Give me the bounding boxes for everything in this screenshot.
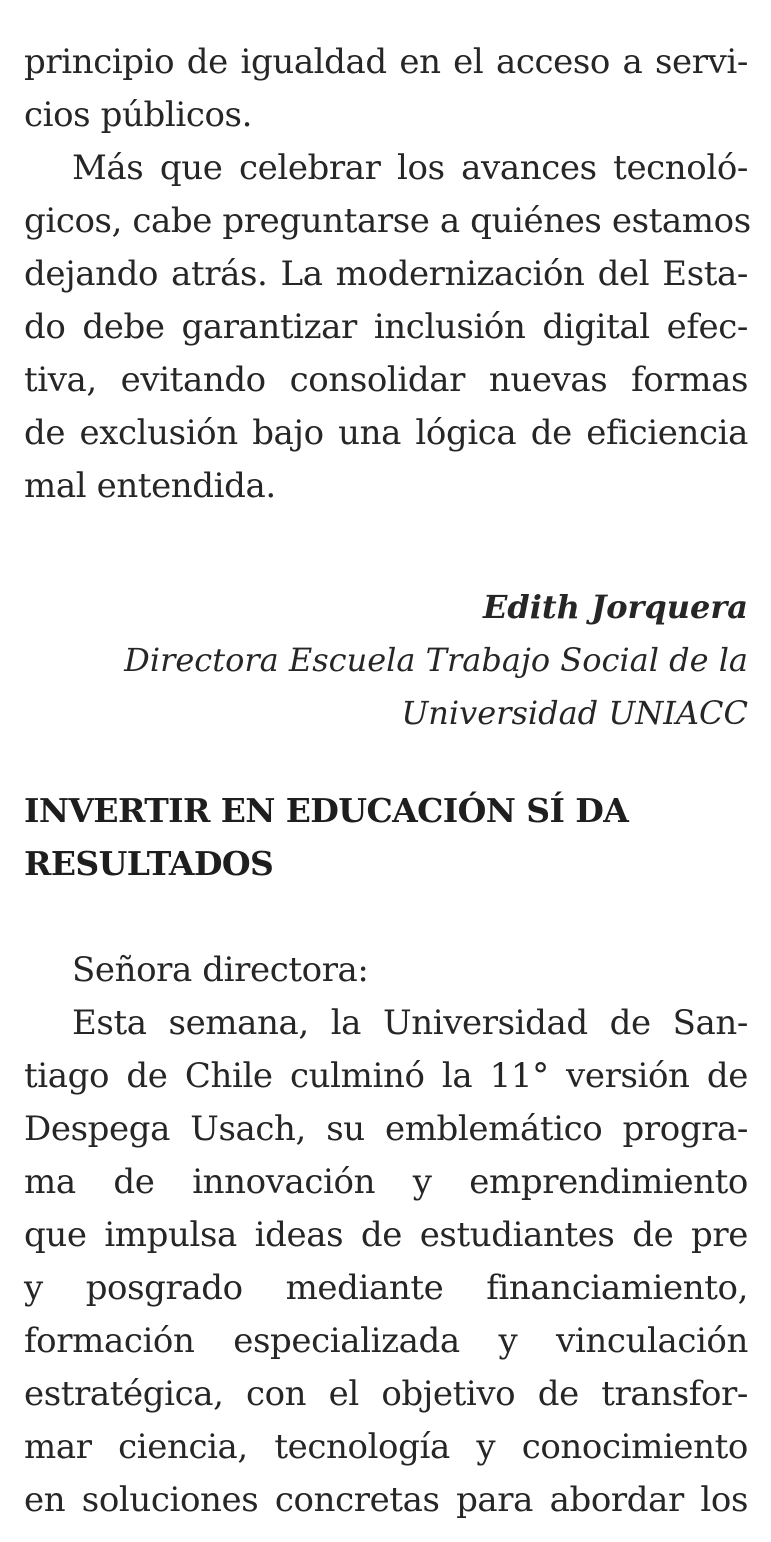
body-line: mar ciencia, tecnología y conocimiento	[24, 1427, 748, 1467]
body-line: mal entendida.	[24, 466, 276, 506]
body-line: cios públicos.	[24, 95, 252, 135]
body-line: ma de innovación y emprendimiento	[24, 1162, 748, 1202]
signature-role: Directora Escuela Trabajo Social de la	[124, 641, 748, 679]
body-line: gicos, cabe preguntarse a quiénes estamos	[24, 201, 751, 241]
body-line: principio de igualdad en el acceso a servi-	[24, 42, 748, 82]
spacer	[24, 513, 748, 581]
body-line: y posgrado mediante financiamiento,	[24, 1268, 748, 1308]
body-line: estratégica, con el objetivo de transfor-	[24, 1374, 748, 1414]
body-line: que impulsa ideas de estudiantes de pre	[24, 1215, 748, 1255]
body-line: dejando atrás. La modernización del Esta-	[24, 254, 748, 294]
signature-name: Edith Jorquera	[482, 588, 748, 626]
letter-2-body	[24, 944, 748, 1527]
body-line: en soluciones concretas para abordar los	[24, 1480, 748, 1520]
spacer	[24, 890, 748, 944]
body-line: tiago de Chile culminó la 11° versión de	[24, 1056, 748, 1096]
body-line: do debe garantizar inclusión digital efec-	[24, 307, 748, 347]
letter-2-headline	[24, 784, 748, 890]
newspaper-letters-column	[24, 36, 751, 1527]
body-line: de exclusión bajo una lógica de eficiencia	[24, 413, 748, 453]
letter-1-body	[24, 36, 751, 513]
letter-1-signature	[24, 581, 748, 740]
body-line: tiva, evitando consolidar nuevas formas	[24, 360, 748, 400]
body-line: Despega Usach, su emblemático progra-	[24, 1109, 748, 1149]
headline-line: RESULTADOS	[24, 844, 274, 883]
salutation: Señora directora:	[72, 950, 369, 990]
signature-institution: Universidad UNIACC	[401, 694, 748, 732]
body-line: Más que celebrar los avances tecnoló-	[72, 148, 748, 188]
headline-line: INVERTIR EN EDUCACIÓN SÍ DA	[24, 791, 629, 830]
body-line: Esta semana, la Universidad de San-	[72, 1003, 748, 1043]
spacer	[24, 740, 748, 784]
body-line: formación especializada y vinculación	[24, 1321, 748, 1361]
